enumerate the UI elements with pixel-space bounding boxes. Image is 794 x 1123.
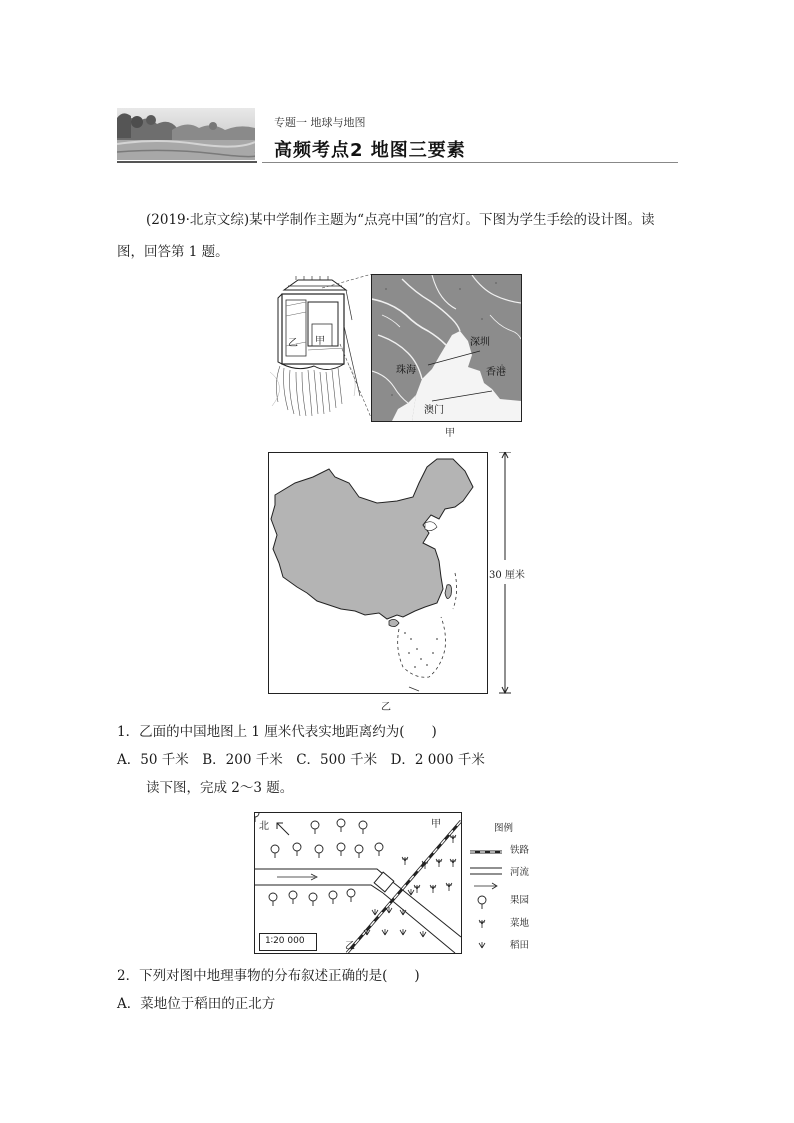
legend-vegetable: 菜地 xyxy=(510,918,530,929)
china-map-frame xyxy=(268,452,488,694)
read-prompt: 读下图，完成 2～3 题。 xyxy=(146,780,294,796)
header-subtitle: 专题一 地球与地图 xyxy=(274,116,366,129)
q2-option-a: A．菜地位于稻田的正北方 xyxy=(117,996,276,1012)
legend-title: 图例 xyxy=(494,823,514,834)
header-divider-left xyxy=(117,161,257,163)
lantern-label-jia: 甲 xyxy=(315,336,325,347)
map2-label-yi: 乙 xyxy=(345,941,355,952)
legend-river: 河流 xyxy=(510,867,530,878)
scale-box xyxy=(259,933,317,951)
pearl-river-map xyxy=(371,274,522,422)
map-label-zhuhai: 珠海 xyxy=(396,365,416,376)
legend-railway: 铁路 xyxy=(510,845,530,856)
q1-stem: 1．乙面的中国地图上 1 厘米代表实地距离约为( ) xyxy=(117,724,437,740)
china-mainland xyxy=(271,459,473,619)
intro-line-2: 图，回答第 1 题。 xyxy=(117,244,229,260)
header-photo xyxy=(117,108,255,160)
height-label: 30 厘米 xyxy=(488,566,526,581)
map-label-macau: 澳门 xyxy=(424,405,444,416)
legend-orchard: 果园 xyxy=(510,895,530,906)
header-divider xyxy=(262,162,678,163)
map-label-shenzhen: 深圳 xyxy=(470,337,490,348)
intro-line-1: (2019·北京文综)某中学制作主题为“点亮中国”的宫灯。下图为学生手绘的设计图。读 xyxy=(146,212,655,228)
figure-yi-caption: 乙 xyxy=(381,702,391,713)
legend-rice: 稻田 xyxy=(510,940,530,951)
north-label: 北 xyxy=(259,821,269,832)
map2-label-jia: 甲 xyxy=(431,819,441,830)
lantern-label-yi: 乙 xyxy=(288,338,298,349)
q2-stem: 2．下列对图中地理事物的分布叙述正确的是( ) xyxy=(117,968,420,984)
q1-options: A．50 千米 B．200 千米 C．500 千米 D．2 000 千米 xyxy=(117,752,485,768)
connector-lines xyxy=(300,274,380,424)
header-title: 高频考点2 地图三要素 xyxy=(274,140,466,161)
map-label-hongkong: 香港 xyxy=(486,367,506,378)
legend xyxy=(468,816,548,956)
figure-jia-caption: 甲 xyxy=(445,428,455,439)
local-map-frame xyxy=(254,812,462,954)
scale-label: 1∶20 000 xyxy=(265,936,305,946)
